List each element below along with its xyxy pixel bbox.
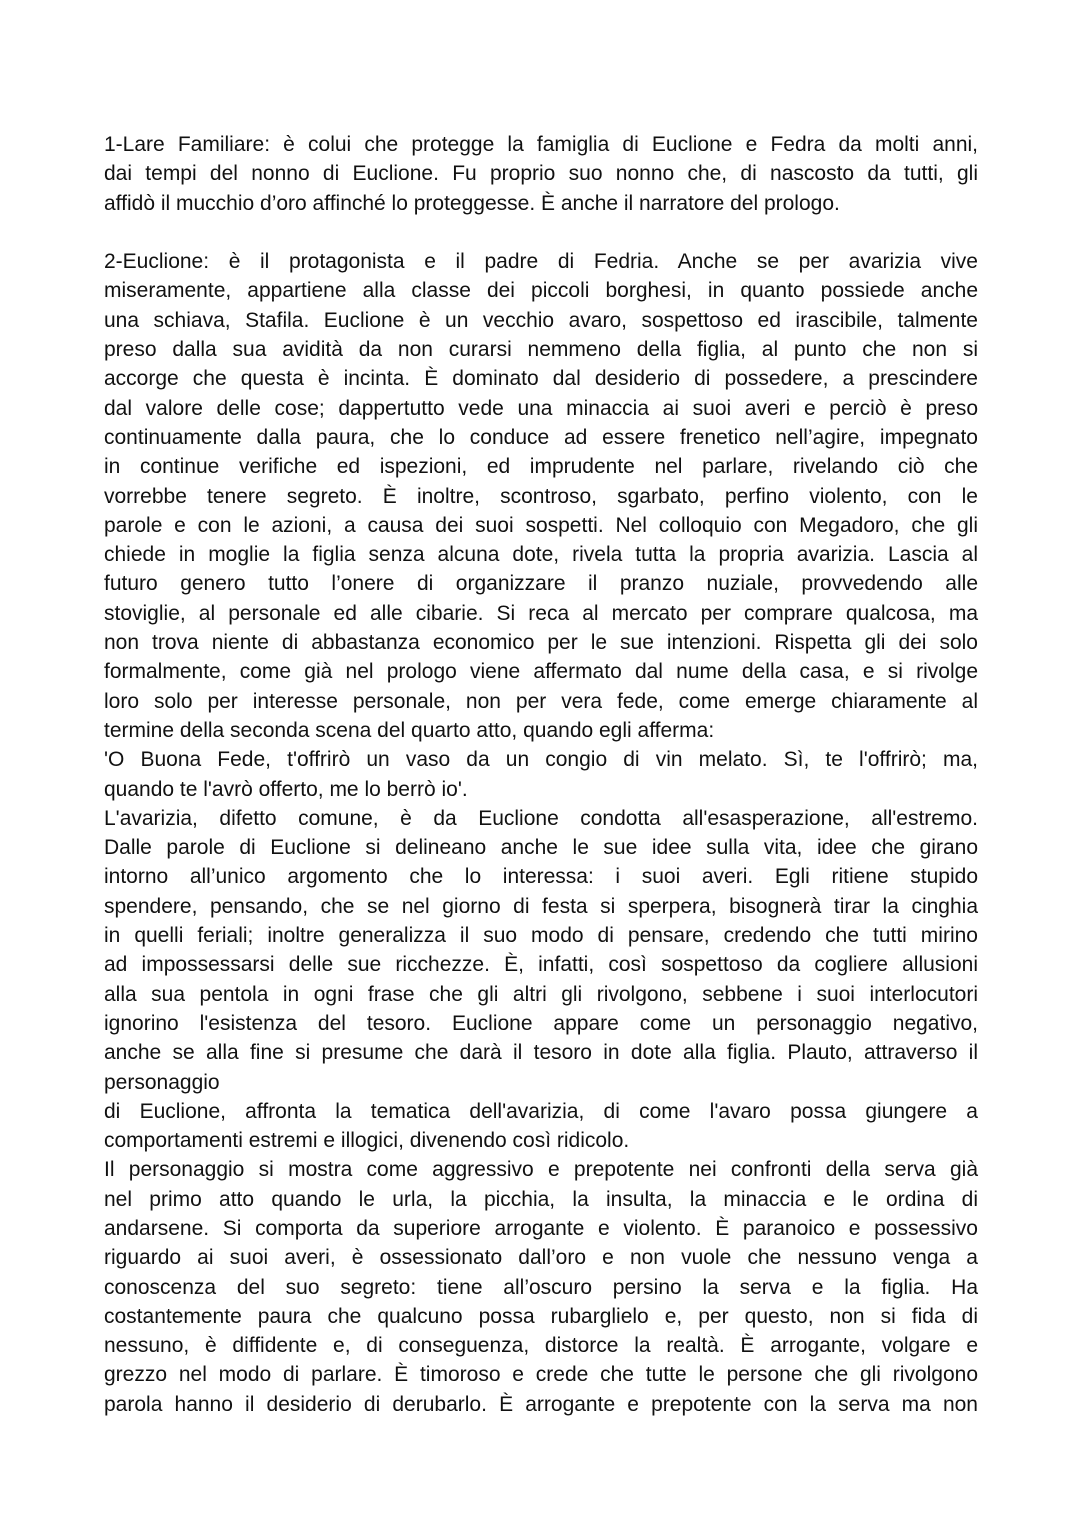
paragraph-lare-familiare [104,130,978,218]
text-line: preso dalla sua avidità da non curarsi nemmeno della figlia, al punto che non si [104,338,978,362]
text-line: formalmente, come già nel prologo viene affermato dal nume della casa, e si rivolge [104,660,978,684]
text-line: L'avarizia, difetto comune, è da Euclione condotta all'esasperazione, all'estremo. [104,806,978,830]
text-line: affidò il mucchio d’oro affinché lo proteggesse. È anche il narratore del prologo. [104,191,840,215]
text-line: dai tempi del nonno di Euclione. Fu proprio suo nonno che, di nascosto da tutti, gli [104,162,978,186]
text-line: non trova niente di abbastanza economico per le sue intenzioni. Rispetta gli dei solo [104,631,978,655]
text-line: di Euclione, affronta la tematica dell'avarizia, di come l'avaro possa giungere a [104,1099,978,1123]
paragraph-spacer [104,218,978,247]
text-line: nessuno, è diffidente e, di conseguenza, distorce la realtà. È arrogante, volgare e [104,1334,978,1358]
text-line: continuamente dalla paura, che lo conduce ad essere frenetico nell’agire, impegnato [104,425,978,449]
text-line: 2-Euclione: è il protagonista e il padre di Fedria. Anche se per avarizia vive [104,250,978,274]
text-line: termine della seconda scena del quarto atto, quando egli afferma: [104,718,715,742]
text-line: 1-Lare Familiare: è colui che protegge la famiglia di Euclione e Fedra da molti anni, [104,133,978,156]
text-line: ignorino l'esistenza del tesoro. Euclione appare come un personaggio negativo, [104,1011,978,1035]
text-line: spendere, pensando, che se nel giorno di festa si sperpera, bisognerà tirar la cinghia [104,894,978,918]
text-line: chiede in moglie la figlia senza alcuna dote, rivela tutta la propria avarizia. Lascia al [104,543,978,567]
text-line: in quelli feriali; inoltre generalizza il suo modo di pensare, credendo che tutti mirino [104,924,978,948]
text-line: Dalle parole di Euclione si delineano anche le sue idee sulla vita, idee che girano [104,836,978,860]
text-line: quando te l'avrò offerto, me lo berrò io'. [104,777,468,801]
text-line: 'O Buona Fede, t'offrirò un vaso da un congio di vin melato. Sì, te l'offrirò; ma, [104,748,978,772]
paragraph-personaggio [104,1155,978,1419]
paragraph-euclione [104,247,978,745]
text-line: andarsene. Si comporta da superiore arrogante e violento. È paranoico e possessivo [104,1216,978,1240]
text-line: comportamenti estremi e illogici, divenendo così ridicolo. [104,1129,630,1153]
text-line: nel primo atto quando le urla, la picchia, la insulta, la minaccia e le ordina di [104,1187,978,1211]
text-line: accorge che questa è incinta. È dominato dal desiderio di possedere, a prescindere [104,367,978,391]
text-line: alla sua pentola in ogni frase che gli altri gli rivolgono, sebbene i suoi interlocutori [104,982,978,1006]
text-line: Il personaggio si mostra come aggressivo e prepotente nei confronti della serva già [104,1158,978,1182]
paragraph-avarizia [104,804,978,1097]
text-line: vorrebbe tenere segreto. È inoltre, scontroso, sgarbato, perfino violento, con le [104,484,978,508]
text-line: in continue verifiche ed ispezioni, ed imprudente nel parlare, rivelando ciò che [104,455,978,479]
text-line: stoviglie, al personale ed alle cibarie. Si reca al mercato per comprare qualcosa, ma [104,601,978,625]
text-line: parole e con le azioni, a causa dei suoi sospetti. Nel colloquio con Megadoro, che gli [104,513,978,537]
text-line: parola hanno il desiderio di derubarlo. È arrogante e prepotente con la serva ma non [104,1392,978,1416]
text-line: miseramente, appartiene alla classe dei piccoli borghesi, in quanto possiede anche [104,279,978,303]
text-line: personaggio [104,1070,220,1094]
text-line: conoscenza del suo segreto: tiene all’oscuro persino la serva e la figlia. Ha [104,1275,978,1299]
text-line: costantemente paura che qualcuno possa rubarglielo e, per questo, non si fida di [104,1304,978,1328]
text-line: loro solo per interesse personale, non per vera fede, come emerge chiaramente al [104,689,978,713]
text-line: grezzo nel modo di parlare. È timoroso e crede che tutte le persone che gli rivolgono [104,1363,978,1387]
text-line: riguardo ai suoi averi, è ossessionato dall’oro e non vuole che nessuno venga a [104,1246,978,1270]
document-page [104,130,978,1419]
text-line: dal valore delle cose; dappertutto vede una minaccia ai suoi averi e perciò è preso [104,396,978,420]
quote-buona-fede [104,745,978,804]
text-line: futuro genero tutto l’onere di organizzare il pranzo nuziale, provvedendo alle [104,572,978,596]
text-line: intorno all’unico argomento che lo interessa: i suoi averi. Egli ritiene stupido [104,865,978,889]
text-line: ad impossessarsi delle sue ricchezze. È, infatti, così sospettoso da cogliere allusioni [104,953,978,977]
paragraph-tematica [104,1097,978,1156]
text-line: anche se alla fine si presume che darà il tesoro in dote alla figlia. Plauto, attraverso il [104,1041,978,1065]
text-line: una schiava, Stafila. Euclione è un vecchio avaro, sospettoso ed irascibile, talmente [104,308,978,332]
